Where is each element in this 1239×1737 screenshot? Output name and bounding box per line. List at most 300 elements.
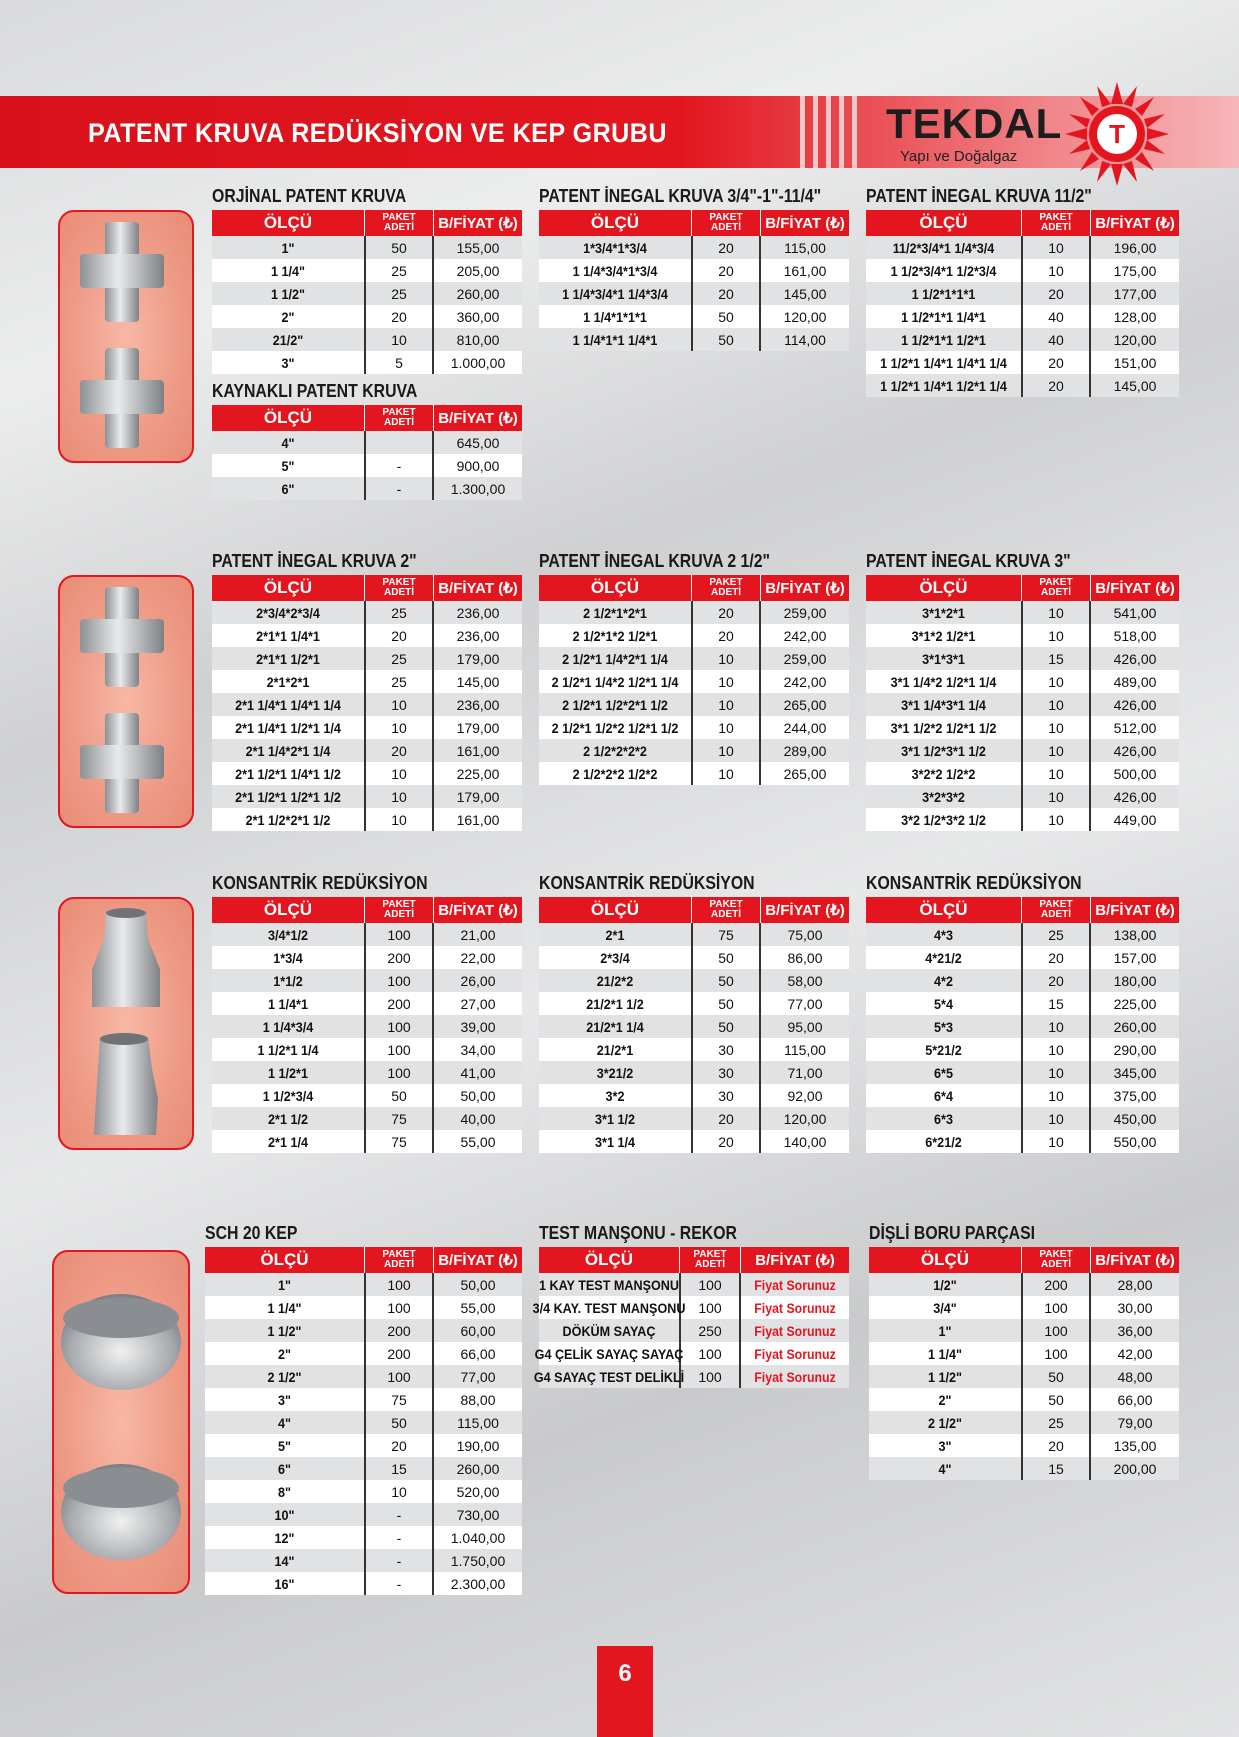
cell-pack-qty: 50 [691,969,761,992]
table-row [212,1061,522,1084]
table-row [212,946,522,969]
cell-size: 2" [278,1345,291,1362]
cell-size: G4 ÇELİK SAYAÇ SAYAÇ [534,1345,684,1362]
table-row [539,1107,849,1130]
col-header-pack-top: PAKET [693,1249,727,1260]
cell-price: 175,00 [1113,262,1157,279]
cell-price: 177,00 [1113,285,1157,302]
cell-pack-qty: 20 [364,1434,434,1457]
col-header-size: ÖLÇÜ [919,578,968,597]
cell-price: 40,00 [460,1110,496,1127]
col-header-price: B/FİYAT (₺) [765,580,845,597]
table-row [539,716,849,739]
cell-size: 1 1/2*1 1/4*1 1/4*1 1/4 [880,354,1007,371]
cell-pack-qty: 25 [364,259,434,282]
cell-pack-qty: 50 [691,992,761,1015]
table-row [866,1084,1179,1107]
col-header-pack [364,1247,434,1273]
cell-size: 21/2*1 1/4 [586,1018,644,1035]
cell-pack-qty: 100 [1021,1296,1091,1319]
table-row [866,693,1179,716]
cell-pack-qty: 100 [679,1296,741,1319]
cell-pack-qty: 20 [1021,351,1091,374]
cell-price: 161,00 [783,262,827,279]
section-title-inegal-112: PATENT İNEGAL KRUVA 11/2" [866,186,1092,206]
page-title: PATENT KRUVA REDÜKSİYON VE KEP GRUBU [88,118,667,148]
col-header-size: ÖLÇÜ [590,578,640,597]
cell-size: 1/2" [933,1276,957,1293]
cell-size: 1" [278,1276,291,1293]
table-row [534,1342,849,1365]
product-photo-cross-1 [58,210,194,463]
cell-price: 180,00 [1113,972,1157,989]
cell-price: 179,00 [456,719,500,736]
cell-size: 5*3 [934,1018,953,1035]
col-header-pack-bottom: ADETİ [695,1259,725,1270]
cell-price: 115,00 [457,1414,499,1431]
cell-size: 5*4 [934,995,953,1012]
table-row [212,762,522,785]
table-header [205,1247,522,1273]
cell-price: 426,00 [1113,696,1157,713]
col-header-pack-bottom: ADETİ [711,587,741,598]
cell-size: 2*1*1 1/4*1 [256,627,320,644]
col-header-size: ÖLÇÜ [263,408,313,427]
col-header-pack [691,897,761,923]
product-photo-cap [52,1250,190,1594]
cell-price: 500,00 [1113,765,1157,782]
cell-size: 3*1 1/4 [595,1133,635,1150]
cell-size: 3/4 KAY. TEST MANŞONU [532,1299,686,1316]
cell-price: 145,00 [1113,377,1157,394]
col-header-pack [1021,1247,1091,1273]
cell-size: 2*1 1/4*1 1/2*1 1/4 [235,719,341,736]
cell-price: Fiyat Sorunuz [754,1368,836,1385]
cell-price: 260,00 [456,1460,500,1477]
cell-pack-qty: 250 [679,1319,741,1342]
col-header-price: B/FİYAT (₺) [438,410,518,427]
col-header-pack-bottom: ADETİ [384,417,414,428]
section-title-inegal-212: PATENT İNEGAL KRUVA 2 1/2" [539,551,771,571]
table-row [539,601,849,624]
table-row [869,1411,1179,1434]
cell-size: 2 1/2*2*2*2 [583,742,647,759]
cell-pack-qty: 10 [691,716,761,739]
cell-price: 145,00 [456,673,500,690]
col-header-size: ÖLÇÜ [920,1250,970,1269]
cell-pack-qty: 100 [364,1015,434,1038]
col-header-price: B/FİYAT (₺) [438,902,518,919]
table-header [212,210,522,236]
table-kaynakli [212,405,522,500]
cell-pack-qty: 10 [1021,693,1091,716]
table-row [539,693,849,716]
cell-size: 1 1/4*1*1*1 [583,308,647,325]
cell-pack-qty: 10 [364,1480,434,1503]
table-row [866,1061,1179,1084]
cell-size: 2" [281,308,295,325]
cell-price: 155,00 [456,239,500,256]
cell-size: 2*1 1/2*2*1 1/2 [245,811,331,828]
col-header-pack-top: PAKET [709,212,743,223]
col-header-price: B/FİYAT (₺) [765,215,845,232]
cell-pack-qty: 15 [1021,992,1091,1015]
col-header-price: B/FİYAT (₺) [1095,1252,1175,1269]
table-row [212,716,522,739]
table-row [212,1084,522,1107]
cell-size: 10" [274,1506,295,1523]
brand-subtitle: Yapı ve Doğalgaz [900,148,1018,165]
cell-pack-qty: 20 [1021,1434,1091,1457]
table-row [866,282,1179,305]
cell-size: 2*1 1/2 [268,1110,308,1127]
cell-price: 28,00 [1117,1276,1153,1293]
cell-size: 4" [938,1460,952,1477]
cell-price: 179,00 [456,650,500,667]
cell-size: 1 1/4*3/4*1 1/4*3/4 [562,285,668,302]
cell-price: 55,00 [460,1299,496,1316]
col-header-pack-bottom: ADETİ [384,1259,414,1270]
brand-sun-logo-icon [1058,82,1176,186]
cell-pack-qty: 25 [364,601,434,624]
cell-size: 1 1/4*1*1 1/4*1 [572,331,658,348]
cell-pack-qty: 15 [364,1457,434,1480]
cell-size: 3*2 1/2*3*2 1/2 [901,811,986,828]
cell-size: 1 1/4*3/4*1*3/4 [572,262,658,279]
cell-size: 3*1 1/4*3*1 1/4 [901,696,986,713]
cell-price: 550,00 [1113,1133,1157,1150]
cell-size: 11/2*3/4*1 1/4*3/4 [892,239,995,256]
cell-pack-qty: - [364,477,434,500]
cell-price: 179,00 [456,788,500,805]
table-row [866,305,1179,328]
table-row [539,647,849,670]
cell-price: 88,00 [460,1391,496,1408]
table-row [869,1296,1179,1319]
table-header [866,575,1179,601]
col-header-pack-top: PAKET [1039,577,1073,588]
page-number: 6 [597,1646,653,1737]
table-row [539,762,849,785]
cell-price: 265,00 [783,696,827,713]
cell-pack-qty: 10 [1021,1130,1091,1153]
cell-size: 2*1 1/4 [268,1133,308,1150]
cell-pack-qty: - [364,1526,434,1549]
cell-size: 1*3/4 [273,949,303,966]
cell-price: 541,00 [1113,604,1157,621]
cell-price: 95,00 [787,1018,823,1035]
cell-pack-qty: 10 [364,785,434,808]
col-header-pack-top: PAKET [709,899,743,910]
col-header-size: ÖLÇÜ [263,213,313,232]
section-title-orjinal: ORJİNAL PATENT KRUVA [212,186,407,206]
cell-price: 375,00 [1113,1087,1157,1104]
cell-size: 1 1/2*1*1*1 [911,285,976,302]
section-title-inegal-2: PATENT İNEGAL KRUVA 2" [212,551,417,571]
cell-size: 6" [281,480,295,497]
cell-size: G4 SAYAÇ TEST DELİKLİ [533,1368,685,1385]
cell-price: 114,00 [784,331,826,348]
cell-pack-qty: 100 [364,969,434,992]
table-row [205,1411,522,1434]
table-row [866,259,1179,282]
col-header-pack [679,1247,741,1273]
cell-price: 345,00 [1113,1064,1157,1081]
cell-pack-qty: 100 [364,1038,434,1061]
table-row [869,1457,1179,1480]
cell-pack-qty: 10 [364,693,434,716]
cell-pack-qty: 75 [364,1130,434,1153]
cell-pack-qty: 10 [1021,624,1091,647]
table-row [212,431,522,454]
cell-pack-qty: - [364,1503,434,1526]
cell-size: 1*1/2 [273,972,303,989]
table-disli [869,1247,1179,1480]
cell-price: Fiyat Sorunuz [754,1299,836,1316]
cell-pack-qty: 20 [1021,282,1091,305]
table-row [866,785,1179,808]
cell-size: 3*1*2 1/2*1 [911,627,976,644]
cell-size: 1 1/2*1 1/4 [257,1041,319,1058]
table-row [212,647,522,670]
cell-size: 4*21/2 [925,949,962,966]
cell-pack-qty: 5 [364,351,434,374]
cell-price: 86,00 [787,949,823,966]
col-header-pack [1021,575,1091,601]
table-row [539,1061,849,1084]
cell-price: 50,00 [460,1087,496,1104]
cell-pack-qty: 25 [364,282,434,305]
cell-pack-qty: 10 [691,762,761,785]
table-inegal-212 [539,575,849,785]
table-row [212,808,522,831]
cell-pack-qty: 100 [1021,1319,1091,1342]
cell-pack-qty: - [364,454,434,477]
table-row [869,1388,1179,1411]
cell-pack-qty: 10 [1021,259,1091,282]
cell-pack-qty: 100 [364,1273,434,1296]
cell-pack-qty: 20 [1021,969,1091,992]
cell-size: 3*1*3*1 [922,650,965,667]
table-row [539,236,849,259]
cell-price: 512,00 [1113,719,1157,736]
cell-pack-qty: 20 [364,624,434,647]
cell-size: 6*5 [934,1064,953,1081]
table-konsantrik-2 [539,897,849,1153]
cell-price: 645,00 [456,434,500,451]
cell-size: 3*2*3*2 [922,788,965,805]
cell-size: 21/2*1 [596,1041,634,1058]
col-header-pack-top: PAKET [382,407,416,418]
cell-pack-qty: 10 [364,808,434,831]
cell-size: 5*21/2 [925,1041,962,1058]
cell-price: 157,00 [1113,949,1157,966]
cell-pack-qty: - [364,1549,434,1572]
table-row [539,992,849,1015]
cell-size: 3*1 1/2*3*1 1/2 [901,742,986,759]
col-header-size: ÖLÇÜ [590,900,640,919]
cell-price: 426,00 [1113,650,1157,667]
cell-size: 1 1/2" [927,1368,963,1385]
cell-size: 3/4*1/2 [268,926,308,943]
table-inegal-34 [539,210,849,351]
table-row [212,351,522,374]
table-row [212,670,522,693]
cell-pack-qty: 10 [1021,716,1091,739]
table-row [539,259,849,282]
table-row [205,1296,522,1319]
cell-size: 1 1/4*3/4 [262,1018,314,1035]
cell-price: 22,00 [460,949,496,966]
col-header-size: ÖLÇÜ [260,1250,309,1269]
cell-size: 2 1/2" [267,1368,302,1385]
table-row [212,739,522,762]
table-row [212,305,522,328]
table-row [539,923,849,946]
cell-size: 2*1 1/4*1 1/4*1 1/4 [235,696,341,713]
cell-size: 2 1/2*1*2*1 [583,604,647,621]
cell-pack-qty [364,431,434,454]
table-row [212,259,522,282]
cell-size: 1 1/4" [927,1345,963,1362]
cell-price: 120,00 [783,1110,827,1127]
cell-size: 6*3 [934,1110,953,1127]
cell-size: 1 1/2*1*1 1/2*1 [901,331,986,348]
cell-size: 1 1/2*1 [268,1064,308,1081]
cell-size: 3" [278,1391,291,1408]
table-orjinal [212,210,522,374]
col-header-pack-bottom: ADETİ [1041,222,1071,233]
table-row [869,1365,1179,1388]
cell-price: Fiyat Sorunuz [754,1322,836,1339]
table-row [866,647,1179,670]
section-title-sch20: SCH 20 KEP [205,1223,298,1243]
cell-size: 2*3/4 [600,949,630,966]
table-row [866,236,1179,259]
col-header-price: B/FİYAT (₺) [1095,902,1175,919]
cell-size: 21/2*1 1/2 [586,995,644,1012]
table-header [866,210,1179,236]
cell-size: 2 1/2*2*2 1/2*2 [572,765,658,782]
cell-pack-qty: 40 [1021,328,1091,351]
table-row [205,1503,522,1526]
cell-price: 265,00 [783,765,827,782]
cell-pack-qty: 40 [1021,305,1091,328]
cell-price: 66,00 [1117,1391,1153,1408]
table-row [866,328,1179,351]
cell-price: 289,00 [783,742,827,759]
col-header-pack-top: PAKET [382,899,416,910]
cell-price: 42,00 [1117,1345,1153,1362]
cell-pack-qty: 25 [1021,1411,1091,1434]
table-row [205,1342,522,1365]
cell-size: 1" [938,1322,952,1339]
table-row [205,1480,522,1503]
table-row [205,1388,522,1411]
cell-price: 120,00 [783,308,827,325]
cell-pack-qty: 10 [1021,1107,1091,1130]
table-row [866,1015,1179,1038]
col-header-pack-top: PAKET [1039,899,1073,910]
cell-pack-qty: 10 [364,762,434,785]
cell-pack-qty: 10 [1021,1084,1091,1107]
cell-price: 55,00 [460,1133,496,1150]
table-row [866,1130,1179,1153]
cell-pack-qty: 20 [691,1130,761,1153]
cell-pack-qty: 50 [691,328,761,351]
table-row [212,1107,522,1130]
cell-pack-qty: 200 [364,1319,434,1342]
cell-price: 259,00 [783,604,827,621]
cell-price: 236,00 [456,696,500,713]
table-row [866,739,1179,762]
col-header-pack-bottom: ADETİ [384,909,414,920]
cell-price: 360,00 [456,308,500,325]
cell-size: 14" [274,1552,295,1569]
cell-size: 2*1 1/2*1 1/2*1 1/2 [235,788,341,805]
section-title-inegal-3: PATENT İNEGAL KRUVA 3" [866,551,1071,571]
cell-pack-qty: 10 [1021,1015,1091,1038]
cell-pack-qty: 100 [679,1365,741,1388]
table-row [212,601,522,624]
table-row [212,454,522,477]
cell-price: 58,00 [787,972,823,989]
cell-price: 34,00 [460,1041,496,1058]
table-row [866,624,1179,647]
col-header-size: ÖLÇÜ [263,900,313,919]
cell-size: 3*2 [605,1087,625,1104]
col-header-pack [364,405,434,431]
table-row [205,1572,522,1595]
cell-size: 1 KAY TEST MANŞONU [538,1276,680,1293]
table-row [212,1015,522,1038]
cell-pack-qty: 20 [1021,374,1091,397]
cell-pack-qty: 10 [1021,762,1091,785]
table-row [539,1084,849,1107]
cell-pack-qty: 10 [1021,1061,1091,1084]
table-header [212,897,522,923]
cell-price: 161,00 [456,811,500,828]
cell-price: 115,00 [784,1041,826,1058]
cell-size: 1 1/4" [270,262,306,279]
table-row [205,1526,522,1549]
cell-size: 2*1*2*1 [266,673,310,690]
table-row [539,328,849,351]
cell-price: 518,00 [1113,627,1157,644]
table-row [866,808,1179,831]
cell-pack-qty: 75 [364,1107,434,1130]
cell-size: 1 1/2*1*1 1/4*1 [901,308,986,325]
table-row [539,946,849,969]
table-row [212,785,522,808]
cell-price: 39,00 [460,1018,496,1035]
table-row [539,1319,849,1342]
table-header [539,210,849,236]
table-row [869,1273,1179,1296]
cell-size: 1" [281,239,295,256]
cell-pack-qty: 20 [1021,946,1091,969]
cell-size: 4*2 [934,972,953,989]
table-row [539,1273,849,1296]
table-row [212,693,522,716]
table-konsantrik-3 [866,897,1179,1153]
cell-pack-qty: 10 [1021,601,1091,624]
col-header-pack [691,575,761,601]
col-header-pack-bottom: ADETİ [1041,909,1071,920]
cell-price: 151,00 [1113,354,1157,371]
cell-pack-qty: 100 [364,1296,434,1319]
cell-size: 1 1/2*1 1/4*1 1/2*1 1/4 [880,377,1007,394]
